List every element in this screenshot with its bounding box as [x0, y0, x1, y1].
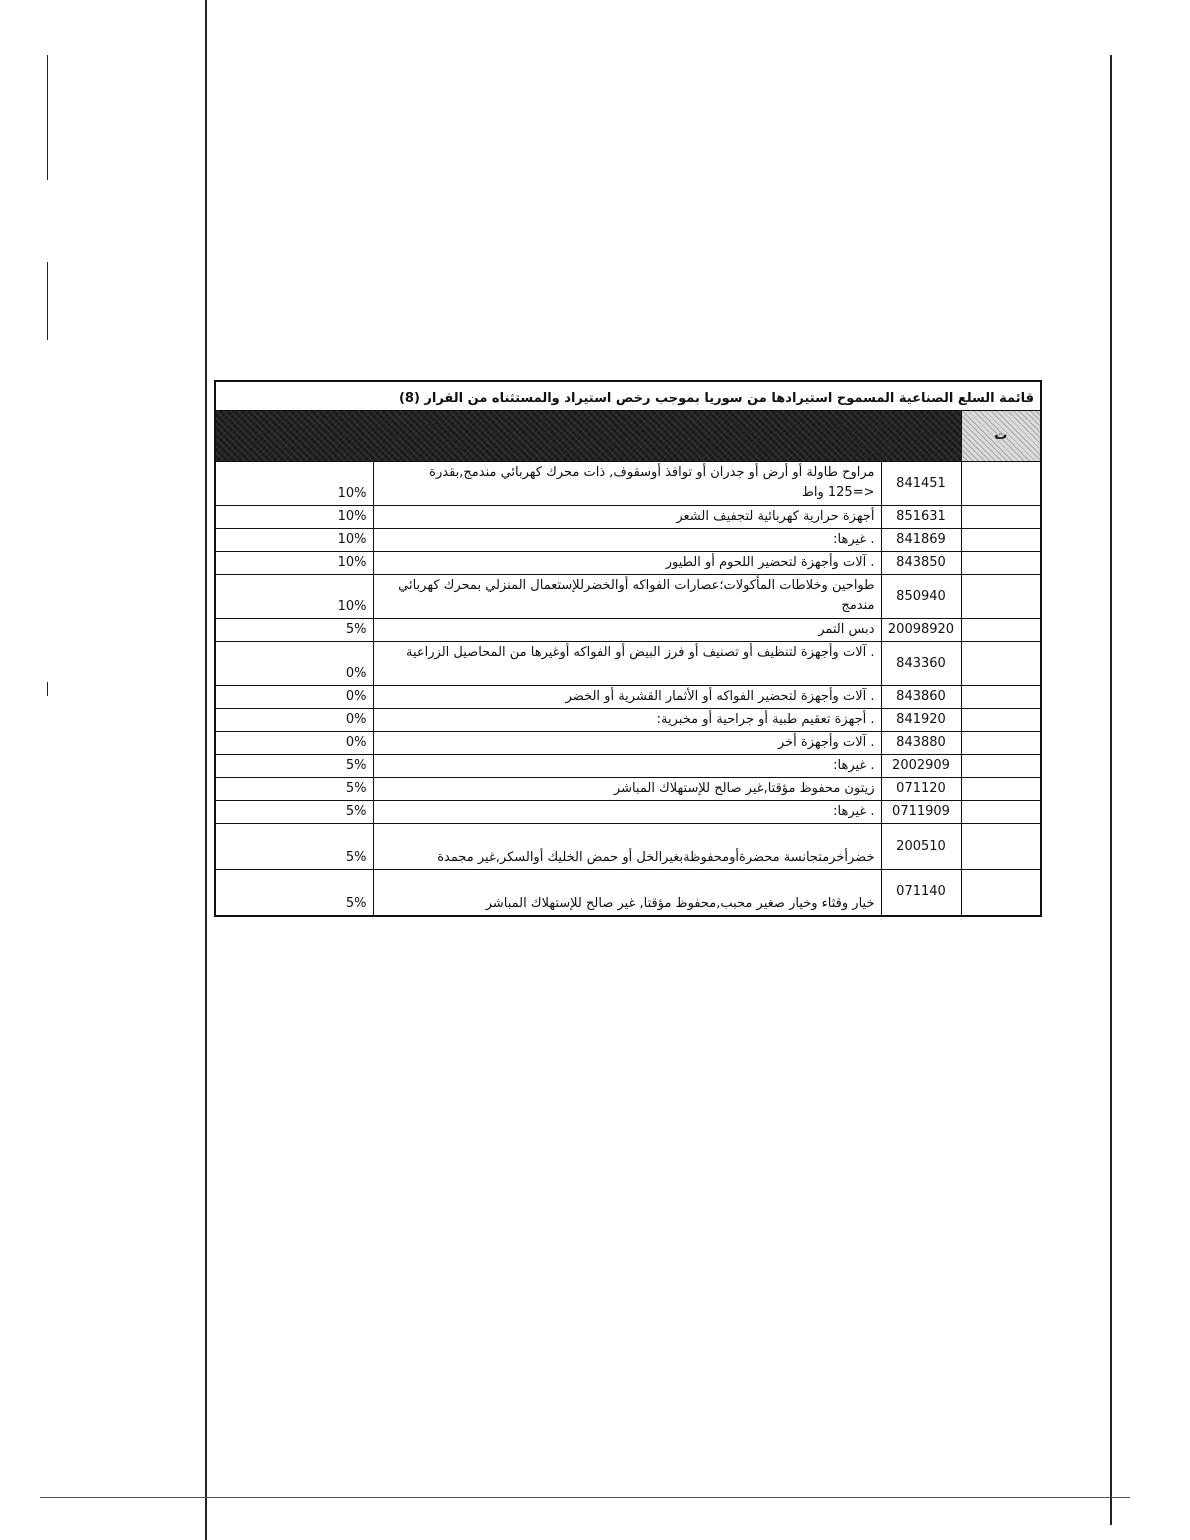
row-index [961, 870, 1041, 916]
row-rate: 10% [215, 462, 373, 506]
row-rate: 0% [215, 732, 373, 755]
table-row [215, 709, 1041, 732]
row-rate: 10% [215, 552, 373, 575]
row-rate: 0% [215, 642, 373, 686]
row-index [961, 801, 1041, 824]
table-row [215, 870, 1041, 916]
row-description: . غيرها: [373, 755, 881, 778]
row-index [961, 552, 1041, 575]
row-description: . غيرها: [373, 801, 881, 824]
row-index [961, 709, 1041, 732]
row-index [961, 619, 1041, 642]
row-code: 843880 [881, 732, 961, 755]
row-index [961, 755, 1041, 778]
row-index [961, 506, 1041, 529]
table-row [215, 619, 1041, 642]
row-rate: 5% [215, 755, 373, 778]
row-rate: 10% [215, 506, 373, 529]
goods-table [214, 380, 1042, 917]
row-description: . أجهزة تعقيم طبية أو جراحية أو مخبرية: [373, 709, 881, 732]
row-code: 0711909 [881, 801, 961, 824]
scan-right-border [1110, 55, 1112, 1525]
scan-left-mark-top [47, 55, 48, 180]
row-rate: 5% [215, 619, 373, 642]
row-description: طواحين وخلاطات المأكولات؛عصارات الفواكه أوالخضرللإستعمال المنزلي بمحرك كهربائي مندمج [373, 575, 881, 619]
table-row [215, 732, 1041, 755]
row-code: 841451 [881, 462, 961, 506]
table-row [215, 642, 1041, 686]
row-description: . آلات وأجهزة أخر [373, 732, 881, 755]
row-description: أجهزة حرارية كهربائية لتجفيف الشعر [373, 506, 881, 529]
scan-left-border [205, 0, 207, 1540]
table-row [215, 778, 1041, 801]
row-rate: 10% [215, 529, 373, 552]
table-row [215, 824, 1041, 870]
row-description: . غيرها: [373, 529, 881, 552]
row-rate: 5% [215, 824, 373, 870]
table-row [215, 529, 1041, 552]
table-row [215, 686, 1041, 709]
row-code: 071140 [881, 870, 961, 916]
document-title: قائمة السلع الصناعية المسموح استيرادها من سوريا بموجب رخص استيراد والمستثناه من القرار (8) [215, 381, 1041, 411]
row-rate: 0% [215, 686, 373, 709]
row-index [961, 529, 1041, 552]
header-dark-band [215, 411, 961, 462]
row-code: 850940 [881, 575, 961, 619]
row-index [961, 732, 1041, 755]
row-index [961, 778, 1041, 801]
header-row [215, 411, 1041, 462]
row-code: 071120 [881, 778, 961, 801]
row-rate: 5% [215, 801, 373, 824]
row-code: 851631 [881, 506, 961, 529]
row-description: خيار وقثاء وخيار صغير محبب,محفوظ مؤقتا, غير صالح للإستهلاك المباشر [373, 870, 881, 916]
row-code: 20098920 [881, 619, 961, 642]
row-code: 843860 [881, 686, 961, 709]
row-index [961, 642, 1041, 686]
row-code: 843850 [881, 552, 961, 575]
row-description: دبس التمر [373, 619, 881, 642]
row-description: مراوح طاولة أو أرض أو جدران أو توافذ أوسقوف, ذات محرك كهربائي مندمج,بقدرة <=125 واط [373, 462, 881, 506]
row-code: 841920 [881, 709, 961, 732]
row-code: 843360 [881, 642, 961, 686]
table-row [215, 575, 1041, 619]
row-code: 200510 [881, 824, 961, 870]
table-row [215, 801, 1041, 824]
row-index [961, 824, 1041, 870]
row-code: 2002909 [881, 755, 961, 778]
row-description: زيتون محفوظ مؤقتا,غير صالح للإستهلاك المباشر [373, 778, 881, 801]
row-description: خضرأخرمتجانسة محضرةأومحفوظةبغيرالخل أو حمض الخليك أوالسكر,غير مجمدة [373, 824, 881, 870]
row-description: . آلات وأجهزة لتحضير الفواكه أو الأثمار القشرية أو الخضر [373, 686, 881, 709]
row-rate: 10% [215, 575, 373, 619]
table-row [215, 462, 1041, 506]
scan-left-mark-small [47, 682, 48, 696]
row-index [961, 462, 1041, 506]
table-row [215, 506, 1041, 529]
row-index [961, 575, 1041, 619]
row-index [961, 686, 1041, 709]
row-rate: 5% [215, 870, 373, 916]
table-row [215, 755, 1041, 778]
scan-left-mark-mid [47, 262, 48, 340]
row-code: 841869 [881, 529, 961, 552]
scan-bottom-line [40, 1497, 1130, 1498]
row-description: . آلات وأجهزة لتنظيف أو تصنيف أو فرز البيض أو الفواكه أوغيرها من المحاصيل الزراعية [373, 642, 881, 686]
row-description: . آلات وأجهزة لتحضير اللحوم أو الطيور [373, 552, 881, 575]
row-rate: 0% [215, 709, 373, 732]
table-row [215, 552, 1041, 575]
title-row [215, 381, 1041, 411]
row-rate: 5% [215, 778, 373, 801]
header-index-cell: ت [961, 411, 1041, 462]
